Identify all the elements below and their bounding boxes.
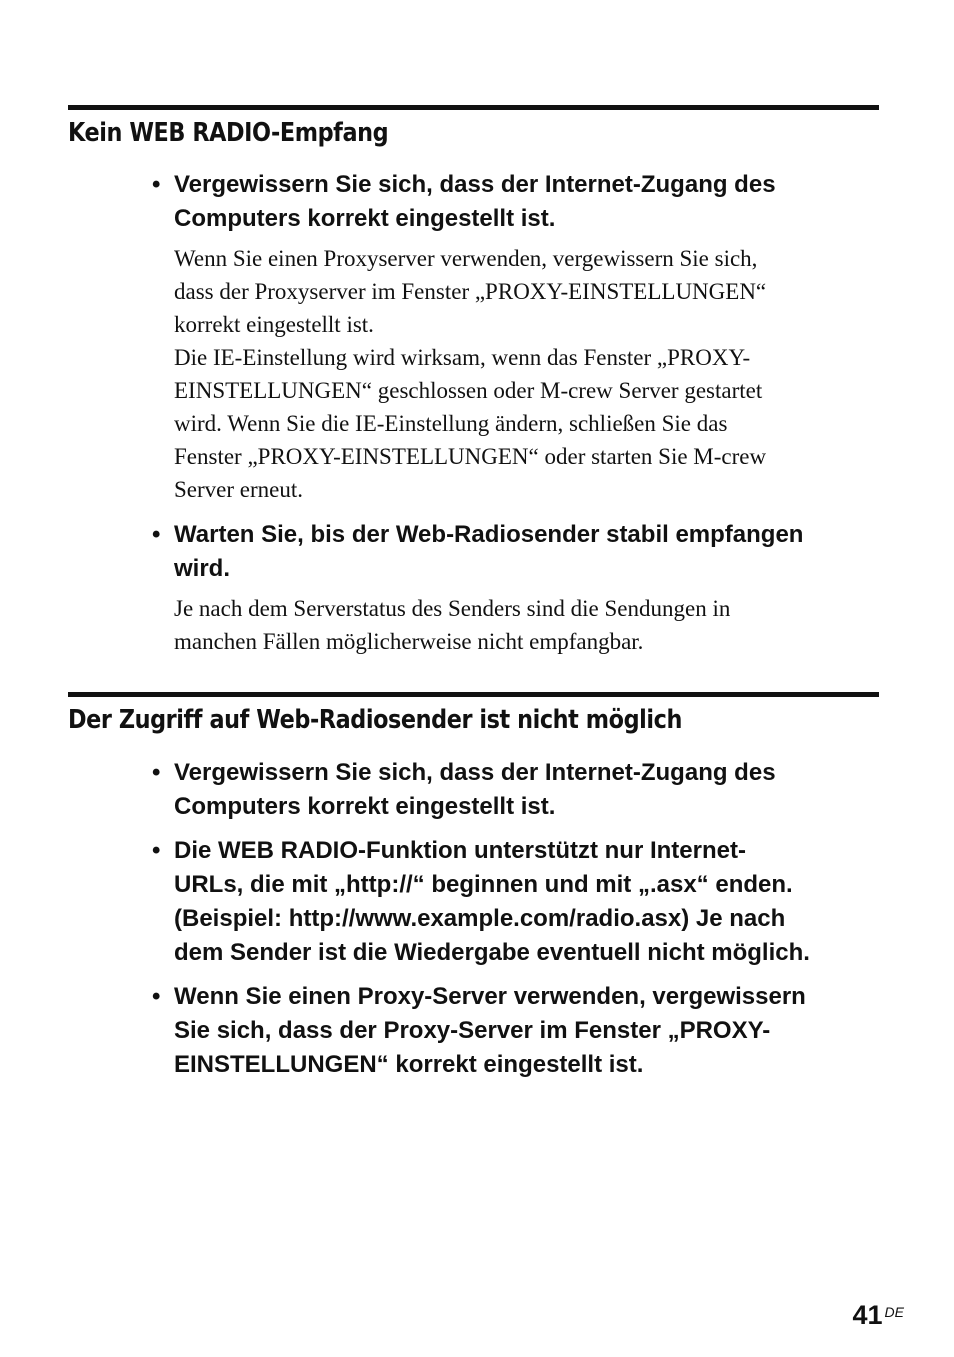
bullet-icon: •: [152, 521, 161, 548]
page-number-value: 41: [852, 1300, 883, 1330]
list-item: [152, 756, 872, 824]
bullet-icon: •: [152, 983, 161, 1010]
section-2-list: [152, 756, 872, 1082]
list-item: [152, 980, 872, 1082]
item-body: Wenn Sie einen Proxyserver verwenden, vergewissern Sie sich, dass der Proxyserver im Fenster „PROXY-EINSTELLUNGEN“ korrekt eingestellt ist. Die IE-Einstellung wird wirksam, wenn das Fenster „PROXY- EINSTELLUNGEN“ geschlossen oder M-crew Server gestartet wird. Wenn Sie die IE-Einstellung ändern, schließen Sie das Fenster „PROXY-EINSTELLUNGEN“ oder starten Sie M-crew Server erneut.: [174, 246, 767, 502]
section-kein-web-radio: [68, 105, 879, 150]
list-item: [152, 518, 872, 658]
section-heading: Kein WEB RADIO-Empfang: [68, 118, 389, 148]
section-1-list: [152, 168, 872, 658]
bullet-icon: •: [152, 759, 161, 786]
bullet-icon: •: [152, 837, 161, 864]
item-body: Je nach dem Serverstatus des Senders sind die Sendungen in manchen Fällen möglicherweise nicht empfangbar.: [174, 596, 731, 654]
list-item: [152, 168, 872, 506]
item-title: Vergewissern Sie sich, dass der Internet-Zugang des Computers korrekt eingestellt ist.: [174, 759, 776, 820]
item-title: Die WEB RADIO-Funktion unterstützt nur Internet- URLs, die mit „http://“ beginnen und mit „.asx“ enden. (Beispiel: http://www.example.com/radio.asx) Je nach dem Sender ist die Wiedergabe eventuell nicht möglich.: [174, 837, 810, 966]
bullet-icon: •: [152, 171, 161, 198]
list-item: [152, 834, 872, 970]
item-title: Warten Sie, bis der Web-Radiosender stabil empfangen wird.: [174, 521, 804, 582]
section-zugriff-web-radiosender: [68, 692, 879, 737]
page-number: [853, 1300, 905, 1331]
item-title: Vergewissern Sie sich, dass der Internet-Zugang des Computers korrekt eingestellt ist.: [174, 171, 776, 232]
section-heading: Der Zugriff auf Web-Radiosender ist nicht möglich: [68, 705, 682, 735]
item-title: Wenn Sie einen Proxy-Server verwenden, vergewissern Sie sich, dass der Proxy-Server im Fenster „PROXY- EINSTELLUNGEN“ korrekt eingestellt ist.: [174, 983, 806, 1078]
page-language-code: DE: [884, 1304, 904, 1320]
